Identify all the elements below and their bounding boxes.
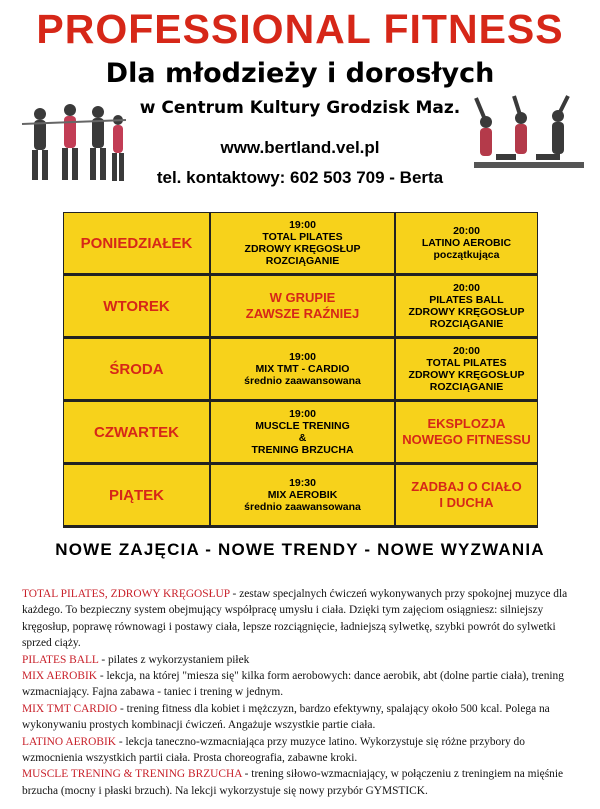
schedule-row-wednesday xyxy=(63,338,538,399)
class-cell: 19:30 MIX AEROBIK średnio zaawansowana xyxy=(211,465,394,525)
phone-contact: tel. kontaktowy: 602 503 709 - Berta xyxy=(156,168,444,187)
description-item: MIX TMT CARDIO - trening fitness dla kobiet i mężczyzn, bardzo efektywny, spalający około 500 kcal. Polega na wykonywaniu prostych kombinacji ćwiczeń. Angażuje wszystkie partie ciała. xyxy=(22,702,550,732)
class-cell: W GRUPIE ZAWSZE RAŹNIEJ xyxy=(211,276,394,336)
schedule-row-thursday xyxy=(63,401,538,462)
schedule-row-monday xyxy=(63,212,538,273)
description-item: MIX AEROBIK - lekcja, na której "miesza się" kilka form aerobowych: dance aerobik, abt (dolne partie ciała), trening wzmacniający. Fajna zabawa - taniec i trening w jednym. xyxy=(22,670,564,699)
day-cell: PIĄTEK xyxy=(64,465,209,525)
poster-location: w Centrum Kultury Grodzisk Maz. xyxy=(139,98,461,118)
class-cell: ZADBAJ O CIAŁO I DUCHA xyxy=(396,465,537,525)
day-cell: ŚRODA xyxy=(64,339,209,399)
class-cell: 19:00 TOTAL PILATES ZDROWY KRĘGOSŁUP ROZCIĄGANIE xyxy=(211,213,394,273)
class-cell: 19:00 MUSCLE TRENING & TRENING BRZUCHA xyxy=(211,402,394,462)
schedule-row-tuesday xyxy=(63,275,538,336)
exercising-people-photo-left xyxy=(18,92,130,202)
day-cell: PONIEDZIAŁEK xyxy=(64,213,209,273)
class-cell: EKSPLOZJA NOWEGO FITNESSU xyxy=(396,402,537,462)
class-cell: 20:00 LATINO AEROBIC początkująca xyxy=(396,213,537,273)
description-item: MUSCLE TRENING & TRENING BRZUCHA - trening siłowo-wzmacniający, w połączeniu z treningiem na mięśnie brzucha (mocny i płaski brzuch). Na lekcji wykorzystuje się nowy przybór GYMSTICK. xyxy=(22,768,564,797)
poster-title: PROFESSIONAL FITNESS xyxy=(36,6,564,52)
website-link[interactable]: www.bertland.vel.pl xyxy=(220,138,380,157)
description-item: LATINO AEROBIK - lekcja taneczno-wzmacniająca przy muzyce latino. Wykorzystuje się różne przybory do wzmocnienia wszystkich partii ciała. Prosta choreografia, zabawne kroki. xyxy=(22,735,525,765)
day-cell: WTOREK xyxy=(64,276,209,336)
day-cell: CZWARTEK xyxy=(64,402,209,462)
schedule-row-friday xyxy=(63,464,538,525)
schedule-table xyxy=(63,212,538,528)
exercising-people-photo-right xyxy=(466,92,586,192)
poster-subtitle: Dla młodzieży i dorosłych xyxy=(105,58,495,89)
class-cell: 20:00 PILATES BALL ZDROWY KRĘGOSŁUP ROZCIĄGANIE xyxy=(396,276,537,336)
slogan: NOWE ZAJĘCIA - NOWE TRENDY - NOWE WYZWANIA xyxy=(55,540,545,559)
class-descriptions xyxy=(22,586,582,799)
class-cell: 19:00 MIX TMT - CARDIO średnio zaawansowana xyxy=(211,339,394,399)
description-item: TOTAL PILATES, ZDROWY KRĘGOSŁUP - zestaw specjalnych ćwiczeń wykonywanych przy spokojnej muzyce dla każdego. To bezpieczny system obejmujący współpracę umysłu i ciała. Dzięki tym zajęciom osiągniesz: silniejszy kręgosłup, poprawę równowagi i postawy ciała, lepsze rozciągnięcie, ładniejszą sylwetkę, szybki powrót do sylwetki sprzed ciąży. xyxy=(22,588,568,650)
description-item: PILATES BALL - pilates z wykorzystaniem piłek xyxy=(22,653,250,666)
class-cell: 20:00 TOTAL PILATES ZDROWY KRĘGOSŁUP ROZCIĄGANIE xyxy=(396,339,537,399)
